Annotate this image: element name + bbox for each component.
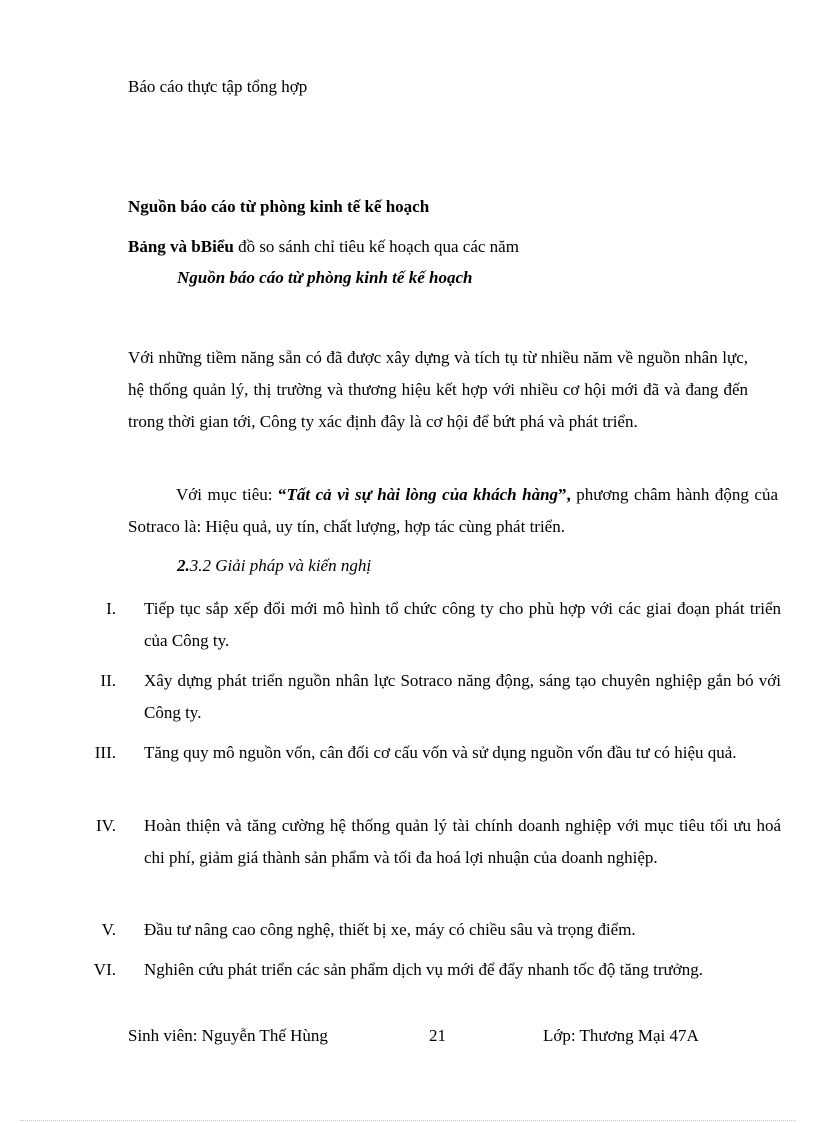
list-item-text: Xây dựng phát triển nguồn nhân lực Sotraco năng động, sáng tạo chuyên nghiệp gắn bó với Công ty. bbox=[144, 671, 781, 722]
source-note: Nguồn báo cáo từ phòng kinh tế kế hoạch bbox=[128, 197, 430, 216]
footer-student: Sinh viên: Nguyễn Thế Hùng bbox=[128, 1026, 328, 1045]
list-item-number: II. bbox=[100, 671, 116, 690]
caption-bold-part: Bảng và bBiểu bbox=[128, 237, 234, 256]
list-item-text: Nghiên cứu phát triển các sản phẩm dịch vụ mới để đẩy nhanh tốc độ tăng trưởng. bbox=[144, 960, 704, 979]
footer-class: Lớp: Thương Mại 47A bbox=[543, 1026, 699, 1045]
caption-rest: đồ so sánh chỉ tiêu kế hoạch qua các năm bbox=[233, 237, 519, 256]
objective-quote: Tất cả vì sự hài lòng của khách hàng bbox=[286, 485, 559, 504]
list-item-number: VI. bbox=[93, 960, 116, 979]
list-item-number: V. bbox=[101, 920, 116, 939]
subsection-number: 2. bbox=[177, 556, 190, 575]
list-item-number: I. bbox=[106, 599, 116, 618]
objective-rest: phương châm hành động của Sotraco là: Hiệu quả, uy tín, chất lượng, hợp tác cùng phát triển. bbox=[128, 485, 778, 536]
list-item-number: III. bbox=[94, 743, 116, 762]
paragraph-objective bbox=[128, 479, 778, 543]
source-note-italic: Nguồn báo cáo từ phòng kinh tế kế hoạch bbox=[177, 268, 473, 287]
list-item-text: Hoàn thiện và tăng cường hệ thống quản lý tài chính doanh nghiệp với mục tiêu tối ưu hoá chi phí, giảm giá thành sản phẩm và tối đa hoá lợi nhuận của doanh nghiệp. bbox=[144, 816, 781, 867]
footer-page-number: 21 bbox=[429, 1026, 446, 1045]
subsection-heading bbox=[177, 556, 371, 576]
list-item-number: IV. bbox=[96, 816, 116, 835]
figure-caption bbox=[128, 237, 519, 257]
subsection-title: 3.2 Giải pháp và kiến nghị bbox=[189, 556, 372, 575]
open-quote: “ bbox=[278, 485, 287, 504]
paragraph-intro: Với những tiềm năng sẵn có đã được xây dựng và tích tụ từ nhiều năm về nguồn nhân lực, hệ thống quản lý, thị trường và thương hiệu kết hợp với nhiều cơ hội mới đã và đang đến trong thời gian tới, Công ty xác định đây là cơ hội để bứt phá và phát triển. bbox=[128, 348, 748, 431]
page-header: Báo cáo thực tập tổng hợp bbox=[128, 77, 308, 96]
page-bottom-divider bbox=[20, 1120, 796, 1121]
objective-lead: Với mục tiêu: bbox=[176, 485, 279, 504]
close-quote: ”, bbox=[558, 485, 571, 504]
list-item-text: Tiếp tục sắp xếp đổi mới mô hình tổ chức công ty cho phù hợp với các giai đoạn phát triển của Công ty. bbox=[144, 599, 781, 650]
list-item-text: Tăng quy mô nguồn vốn, cân đối cơ cấu vốn và sử dụng nguồn vốn đầu tư có hiệu quả. bbox=[144, 743, 737, 762]
list-item-text: Đầu tư nâng cao công nghệ, thiết bị xe, máy có chiều sâu và trọng điểm. bbox=[144, 920, 636, 939]
